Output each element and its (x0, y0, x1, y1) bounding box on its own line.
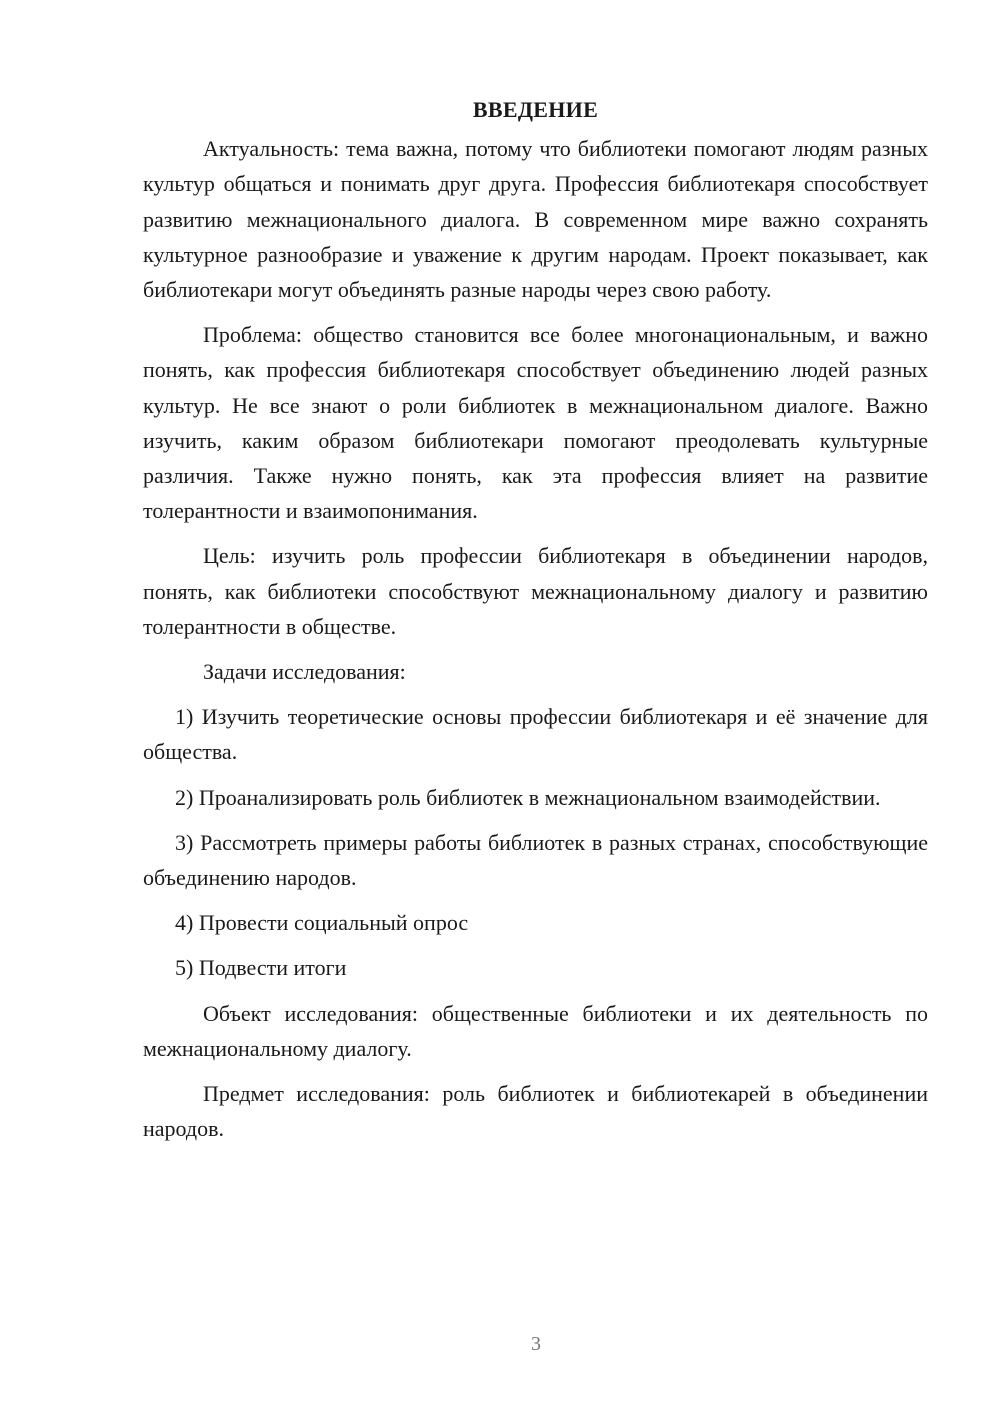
task-item-4: 4) Провести социальный опрос (175, 910, 469, 936)
page-number: 3 (531, 1333, 541, 1355)
paragraph-goal: Цель: изучить роль профессии библиотекаря в объединении народов, понять, как библиотеки способствуют межнациональному диалогу и развитию толерантности в обществе. (143, 543, 928, 639)
tasks-heading: Задачи исследования: (203, 659, 406, 685)
document-page (143, 92, 928, 1156)
task-item-1: 1) Изучить теоретические основы профессии библиотекаря и её значение для общества. (143, 704, 928, 765)
paragraph-problem: Проблема: общество становится все более многонациональным, и важно понять, как профессия библиотекаря способствует объединению людей разных культур. Не все знают о роли библиотек в межнациональном диалоге. Важно изучить, каким образом библиотекари помогают преодолевать культурные различия. Также нужно понять, как эта профессия влияет на развитие толерантности и взаимопонимания. (143, 322, 928, 524)
section-title: ВВЕДЕНИЕ (472, 97, 599, 122)
paragraph-relevance: Актуальность: тема важна, потому что библиотеки помогают людям разных культур общаться и понимать друг друга. Профессия библиотекаря способствует развитию межнационального диалога. В современном мире важно сохранять культурное разнообразие и уважение к другим народам. Проект показывает, как библиотекари могут объединять разные народы через свою работу. (143, 136, 928, 303)
task-item-3: 3) Рассмотреть примеры работы библиотек в разных странах, способствующие объединению народов. (143, 829, 928, 891)
task-item-2: 2) Проанализировать роль библиотек в межнациональном взаимодействии. (175, 784, 881, 810)
task-item-5: 5) Подвести итоги (175, 955, 347, 981)
paragraph-object: Объект исследования: общественные библиотеки и их деятельность по межнациональному диалогу. (143, 1000, 928, 1061)
paragraph-subject: Предмет исследования: роль библиотек и библиотекарей в объединении народов. (143, 1081, 928, 1142)
